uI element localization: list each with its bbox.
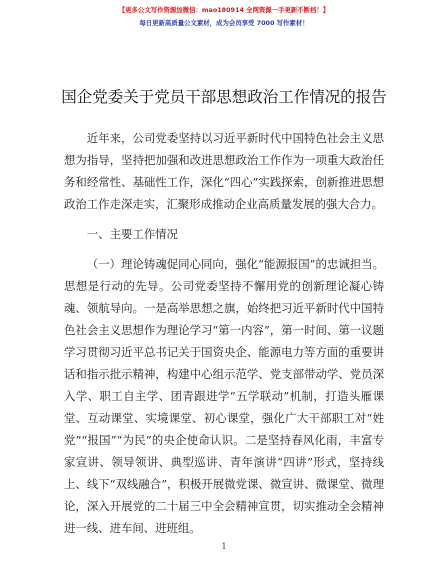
page-number: 1	[221, 542, 227, 551]
section-heading: 一、主要工作情况	[86, 227, 178, 241]
banner-line-2: 每日更新高质量公文素材，成为会员享受 7000 写作素材！	[139, 19, 309, 27]
intro-paragraph: 近年来，公司党委坚持以习近平新时代中国特色社会主义思想为指导，坚持把加强和改进思想政治工作作为一项重大政治任务和经常性、基础性工作，深化“四心”实践探索，创新推进思想政治工作走深走实，汇聚形成推动企业高质量发展的强大合力。	[64, 131, 384, 211]
header-banner	[0, 4, 448, 30]
banner-line-1: 【更多公文写作资源加微信：mao180914 全网资源一手更新不断档！】	[118, 6, 330, 14]
section-paragraph: （一）理论铸魂促同心同向，强化“能源报国”的忠诚担当。思想是行动的先导。公司党委坚持不懈用党的创新理论凝心铸魂、领航导向。一是高举思想之旗，始终把习近平新时代中国特色社会主义思想作为理论学习“第一内容”，第一时间、第一议题学习贯彻习近平总书记关于国资央企、能源电力等方面的重要讲话和指示批示精神，构建中心组示范学、党支部带动学、党员深入学、职工自主学、团青跟进学“五学联动”机制，打造头雁课堂、互动课堂、实境课堂、初心课堂，强化广大干部职工对“姓党”“报国”“为民”的央企使命认识。二是坚持春风化雨，丰富专家宣讲、领导领讲、典型巡讲、青年演讲“四讲”形式，坚持线上、线下“双线融合”，积极开展微党课、微宣讲、微课堂、微理论，深入开展党的二十届三中全会精神宣贯，切实推动全会精神进一线、进车间、进班组。	[64, 257, 384, 535]
document-body	[64, 127, 384, 539]
document-title: 国企党委关于党员干部思想政治工作情况的报告	[61, 88, 387, 106]
